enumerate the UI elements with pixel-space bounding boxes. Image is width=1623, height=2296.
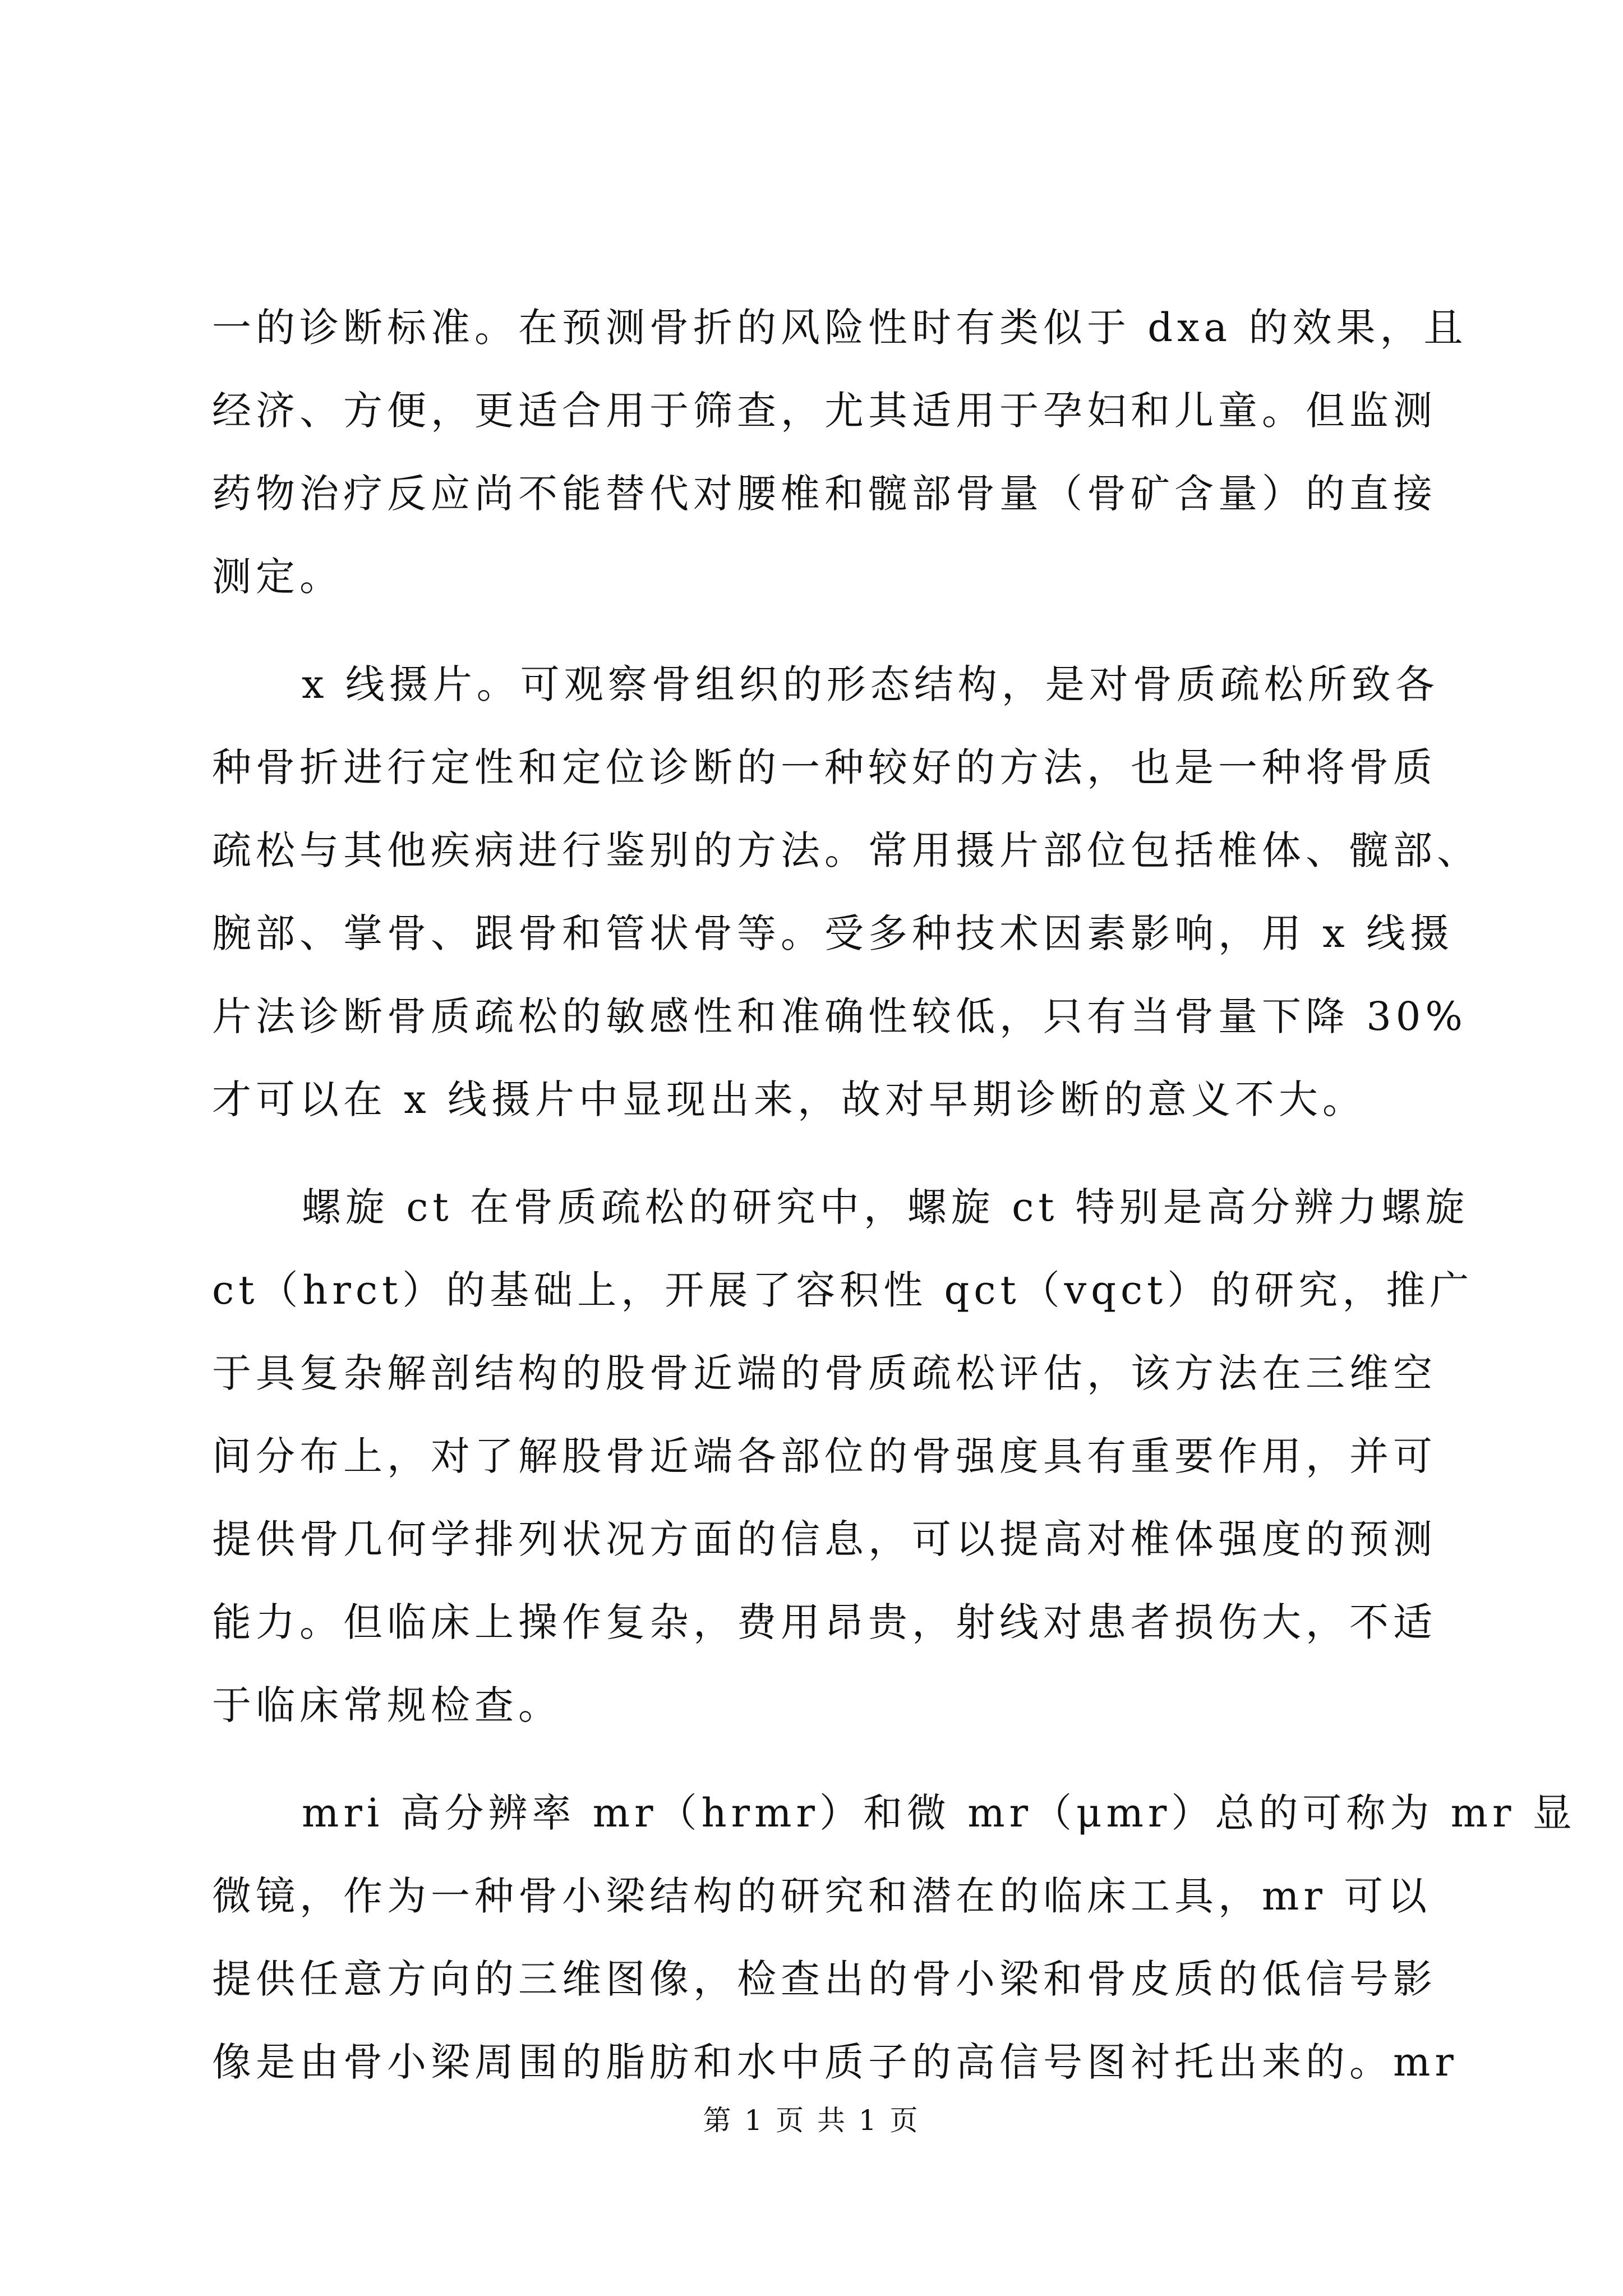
text-line: 种骨折进行定性和定位诊断的一种较好的方法，也是一种将骨质: [212, 744, 1437, 790]
text-line: 药物治疗反应尚不能替代对腰椎和髋部骨量（骨矿含量）的直接: [212, 471, 1437, 517]
page-number-footer: 第 1 页 共 1 页: [703, 2104, 920, 2137]
text-line: 一的诊断标准。在预测骨折的风险性时有类似于 dxa 的效果，且: [212, 305, 1468, 351]
text-line: 于具复杂解剖结构的股骨近端的骨质疏松评估，该方法在三维空: [212, 1350, 1437, 1396]
text-line: 腕部、掌骨、跟骨和管状骨等。受多种技术因素影响，用 x 线摄: [212, 910, 1454, 956]
paragraph-3: [212, 1166, 1474, 1747]
text-line: 提供骨几何学排列状况方面的信息，可以提高对椎体强度的预测: [212, 1516, 1437, 1562]
text-line: 间分布上，对了解股骨近端各部位的骨强度具有重要作用，并可: [212, 1433, 1437, 1479]
text-line: 提供任意方向的三维图像，检查出的骨小梁和骨皮质的低信号影: [212, 1956, 1437, 2002]
text-line: 测定。: [212, 554, 343, 600]
text-line: mri 高分辨率 mr（hrmr）和微 mr（μmr）总的可称为 mr 显: [302, 1790, 1576, 1836]
text-line: 疏松与其他疾病进行鉴别的方法。常用摄片部位包括椎体、髋部、: [212, 827, 1481, 873]
paragraph-2: [212, 643, 1481, 1141]
document-body: [212, 286, 1576, 2104]
text-line: 能力。但临床上操作复杂，费用昂贵，射线对患者损伤大，不适: [212, 1599, 1437, 1645]
text-line: 微镜，作为一种骨小梁结构的研究和潜在的临床工具，mr 可以: [212, 1873, 1432, 1919]
text-line: 才可以在 x 线摄片中显现出来，故对早期诊断的意义不大。: [212, 1076, 1366, 1122]
text-line: 经济、方便，更适合用于筛查，尤其适用于孕妇和儿童。但监测: [212, 388, 1437, 434]
paragraph-4: [212, 1772, 1576, 2104]
text-line: x 线摄片。可观察骨组织的形态结构，是对骨质疏松所致各: [302, 661, 1439, 707]
text-line: 像是由骨小梁周围的脂肪和水中质子的高信号图衬托出来的。mr: [212, 2039, 1458, 2085]
paragraph-1: [212, 286, 1468, 618]
text-line: 螺旋 ct 在骨质疏松的研究中，螺旋 ct 特别是高分辨力螺旋: [302, 1184, 1469, 1230]
text-line: 片法诊断骨质疏松的敏感性和准确性较低，只有当骨量下降 30%: [212, 993, 1467, 1039]
text-line: 于临床常规检查。: [212, 1682, 562, 1728]
text-line: ct（hrct）的基础上，开展了容积性 qct（vqct）的研究，推广: [212, 1267, 1474, 1313]
